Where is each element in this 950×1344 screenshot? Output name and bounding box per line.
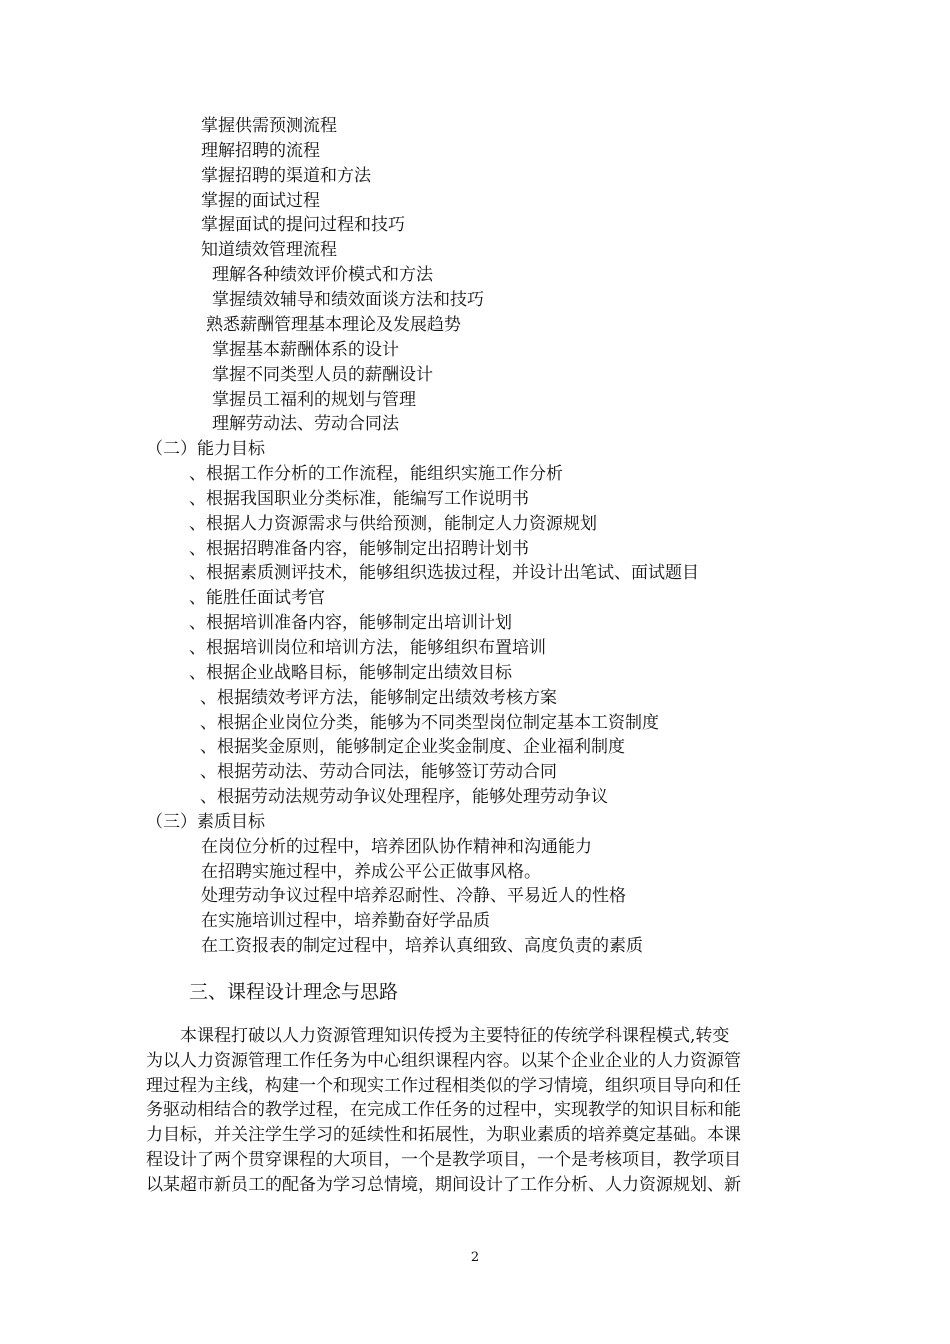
knowledge-item: 掌握供需预测流程 <box>201 116 337 136</box>
knowledge-item: 掌握不同类型人员的薪酬设计 <box>212 365 433 385</box>
ability-item: 、根据企业战略目标，能够制定出绩效目标 <box>189 663 512 683</box>
page-number: 2 <box>470 1250 480 1265</box>
knowledge-item: 掌握绩效辅导和绩效面谈方法和技巧 <box>212 290 484 310</box>
ability-item: 、根据培训准备内容，能够制定出培训计划 <box>189 613 512 633</box>
ability-item: 、根据劳动法规劳动争议处理程序，能够处理劳动争议 <box>200 787 608 807</box>
knowledge-item: 掌握员工福利的规划与管理 <box>212 390 416 410</box>
ability-heading: （二）能力目标 <box>146 439 265 459</box>
ability-item: 、根据素质测评技术，能够组织选拔过程，并设计出笔试、面试题目 <box>189 563 699 583</box>
quality-heading: （三）素质目标 <box>146 812 265 832</box>
knowledge-item: 理解招聘的流程 <box>201 141 320 161</box>
knowledge-item: 理解劳动法、劳动合同法 <box>212 414 399 434</box>
knowledge-item: 理解各种绩效评价模式和方法 <box>212 265 433 285</box>
knowledge-item: 熟悉薪酬管理基本理论及发展趋势 <box>206 315 461 335</box>
body-paragraph <box>146 1024 810 1198</box>
ability-item: 、根据培训岗位和培训方法，能够组织布置培训 <box>189 638 546 658</box>
quality-item: 处理劳动争议过程中培养忍耐性、冷静、平易近人的性格 <box>201 886 626 906</box>
paragraph-line: 理过程为主线，构建一个和现实工作过程相类似的学习情境，组织项目导向和任 <box>146 1075 741 1096</box>
paragraph-line: 本课程打破以人力资源管理知识传授为主要特征的传统学科课程模式,转变 <box>180 1026 730 1046</box>
ability-item: 、根据招聘准备内容，能够制定出招聘计划书 <box>189 539 529 559</box>
quality-item: 在工资报表的制定过程中，培养认真细致、高度负责的素质 <box>201 936 643 956</box>
ability-item: 、根据工作分析的工作流程，能组织实施工作分析 <box>189 464 563 484</box>
ability-item: 、根据人力资源需求与供给预测，能制定人力资源规划 <box>189 514 597 534</box>
knowledge-item: 掌握面试的提问过程和技巧 <box>201 215 405 235</box>
section-heading: 三、课程设计理念与思路 <box>189 981 399 1003</box>
knowledge-item: 掌握基本薪酬体系的设计 <box>212 340 399 360</box>
ability-item: 、根据企业岗位分类，能够为不同类型岗位制定基本工资制度 <box>200 713 659 733</box>
paragraph-line: 务驱动相结合的教学过程，在完成工作任务的过程中，实现教学的知识目标和能 <box>146 1100 741 1121</box>
knowledge-item: 知道绩效管理流程 <box>201 240 337 260</box>
paragraph-line: 力目标，并关注学生学习的延续性和拓展性，为职业素质的培养奠定基础。本课 <box>146 1125 741 1146</box>
quality-item: 在实施培训过程中，培养勤奋好学品质 <box>201 911 490 931</box>
ability-item: 、根据我国职业分类标准，能编写工作说明书 <box>189 489 529 509</box>
ability-item: 、根据奖金原则，能够制定企业奖金制度、企业福利制度 <box>200 737 625 757</box>
ability-item: 、能胜任面试考官 <box>189 588 325 608</box>
ability-item: 、根据劳动法、劳动合同法，能够签订劳动合同 <box>200 762 557 782</box>
knowledge-item: 掌握招聘的渠道和方法 <box>201 166 371 186</box>
paragraph-line: 程设计了两个贯穿课程的大项目，一个是教学项目，一个是考核项目，教学项目 <box>146 1149 741 1170</box>
quality-item: 在岗位分析的过程中，培养团队协作精神和沟通能力 <box>201 837 592 857</box>
knowledge-item: 掌握的面试过程 <box>201 191 320 211</box>
ability-item: 、根据绩效考评方法，能够制定出绩效考核方案 <box>200 688 557 708</box>
paragraph-line: 以某超市新员工的配备为学习总情境，期间设计了工作分析、人力资源规划、新 <box>146 1174 741 1195</box>
paragraph-line: 为以人力资源管理工作任务为中心组织课程内容。以某个企业企业的人力资源管 <box>146 1050 741 1071</box>
quality-item: 在招聘实施过程中，养成公平公正做事风格。 <box>201 862 541 882</box>
